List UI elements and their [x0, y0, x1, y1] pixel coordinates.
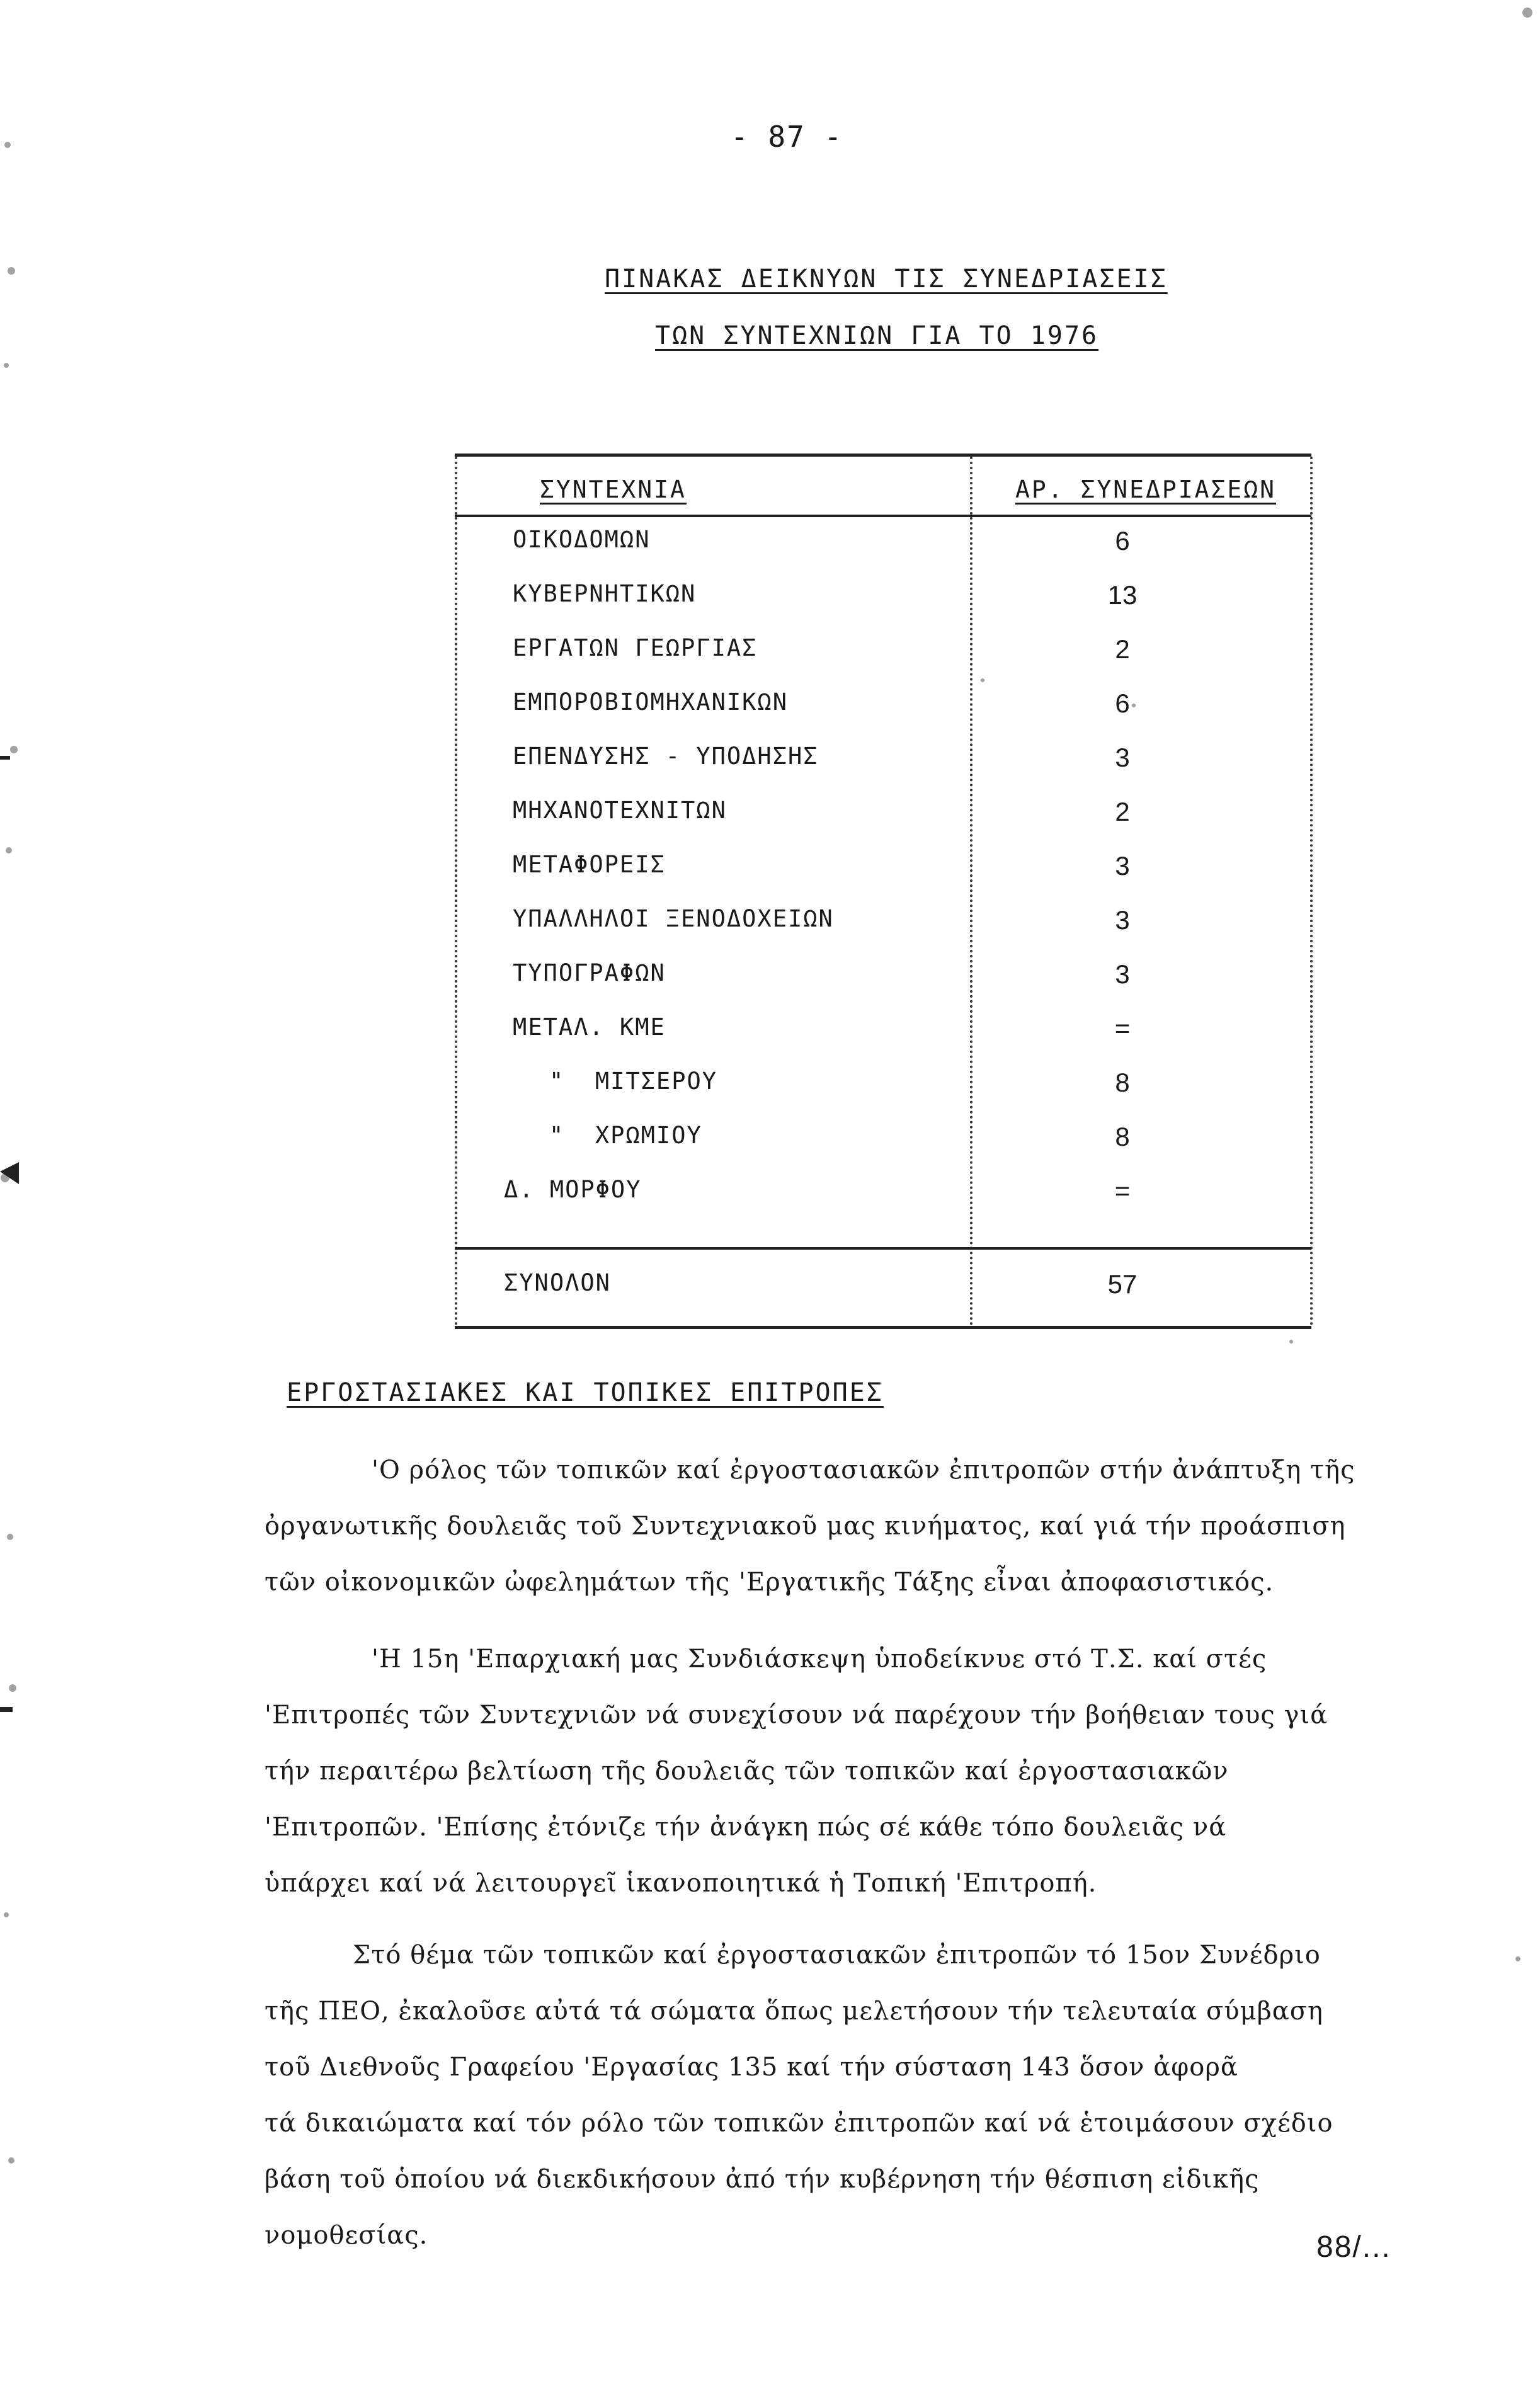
table-row [455, 634, 1311, 688]
paragraph-line: τῶν οἰκονομικῶν ὠφελημάτων τῆς 'Εργατικῆς Τάξης εἶναι ἀποφασιστικός. [265, 1568, 1274, 1597]
paragraph-2 [265, 1631, 1461, 1912]
session-count: 3 [1115, 905, 1130, 935]
table-row [455, 797, 1311, 851]
table-row [455, 851, 1311, 905]
union-name: " ΜΙΤΣΕΡΟΥ [549, 1068, 718, 1095]
union-name: ΥΠΑΛΛΗΛΟΙ ΞΕΝΟΔΟΧΕΙΩΝ [513, 905, 834, 932]
next-page-marker: 88/... [1316, 2230, 1391, 2264]
paragraph-line: βάση τοῦ ὁποίου νά διεκδικήσουν ἀπό τήν κυβέρνηση τήν θέσπιση εἰδικῆς [265, 2165, 1260, 2194]
table-row [455, 526, 1311, 580]
session-count: 8 [1115, 1122, 1130, 1151]
paragraph-line: ὑπάρχει καί νά λειτουργεῖ ἱκανοποιητικά ἡ Τοπική 'Επιτροπή. [265, 1869, 1097, 1898]
page-number: - 87 - [731, 120, 843, 154]
paragraph-line: 'Ο ρόλος τῶν τοπικῶν καί ἐργοστασιακῶν ἐπιτροπῶν στήν ἀνάπτυξη τῆς [372, 1456, 1355, 1485]
union-name: " ΧΡΩΜΙΟΥ [549, 1122, 702, 1149]
table-row [455, 743, 1311, 797]
session-count: = [1114, 1013, 1131, 1043]
paragraph-line: Στό θέμα τῶν τοπικῶν καί ἐργοστασιακῶν ἐπιτροπῶν τό 15ον Συνέδριο [353, 1941, 1321, 1970]
paragraph-line: 'Η 15η 'Επαρχιακή μας Συνδιάσκεψη ὑποδείκνυε στό Τ.Σ. καί στές [372, 1645, 1267, 1674]
table-row [455, 688, 1311, 743]
paragraph-1 [265, 1442, 1461, 1611]
union-name: ΜΗΧΑΝΟΤΕΧΝΙΤΩΝ [513, 797, 727, 824]
table-row [455, 1122, 1311, 1176]
session-count: 6 [1115, 688, 1130, 718]
paragraph-line: ὀργανωτικῆς δουλειᾶς τοῦ Συντεχνιακοῦ μας κινήματος, καί γιά τήν προάσπιση [265, 1512, 1346, 1541]
column-header-sessions: ΑΡ. ΣΥΝΕΔΡΙΑΣΕΩΝ [1015, 476, 1277, 503]
session-count: 8 [1115, 1068, 1130, 1097]
paragraph-line: τήν περαιτέρω βελτίωση τῆς δουλειᾶς τῶν τοπικῶν καί ἐργοστασιακῶν [265, 1757, 1229, 1786]
paragraph-line: τῆς ΠΕΟ, ἐκαλοῦσε αὐτά τά σώματα ὅπως μελετήσουν τήν τελευταία σύμβαση [265, 1997, 1323, 2026]
session-count: 13 [1107, 580, 1138, 610]
session-count: 3 [1115, 743, 1130, 772]
section-heading: ΕΡΓΟΣΤΑΣΙΑΚΕΣ ΚΑΙ ΤΟΠΙΚΕΣ ΕΠΙΤΡΟΠΕΣ [287, 1378, 884, 1407]
union-name: ΜΕΤΑΦΟΡΕΙΣ [513, 851, 666, 878]
total-count: 57 [1107, 1269, 1138, 1299]
union-name: ΜΕΤΑΛ. ΚΜΕ [513, 1013, 666, 1041]
session-count: = [1114, 1176, 1131, 1206]
paragraph-line: τά δικαιώματα καί τόν ρόλο τῶν τοπικῶν ἐπιτροπῶν καί νά ἑτοιμάσουν σχέδιο [265, 2109, 1333, 2138]
paragraph-3 [265, 1927, 1461, 2264]
total-label: ΣΥΝΟΛΟΝ [504, 1269, 611, 1296]
sessions-table [455, 454, 1311, 1329]
table-row [455, 905, 1311, 959]
session-count: 3 [1115, 851, 1130, 881]
union-name: Δ. ΜΟΡΦΟΥ [504, 1176, 642, 1203]
paragraph-line: 'Επιτροπῶν. 'Επίσης ἐτόνιζε τήν ἀνάγκη πώς σέ κάθε τόπο δουλειᾶς νά [265, 1813, 1227, 1842]
union-name: ΤΥΠΟΓΡΑΦΩΝ [513, 959, 666, 986]
table-title-line-2: ΤΩΝ ΣΥΝΤΕΧΝΙΩΝ ΓΙΑ ΤΟ 1976 [655, 321, 1099, 350]
session-count: 6 [1115, 526, 1130, 556]
session-count: 3 [1115, 959, 1130, 989]
column-header-union: ΣΥΝΤΕΧΝΙΑ [540, 476, 687, 503]
table-row [455, 959, 1311, 1013]
table-row [455, 1013, 1311, 1068]
session-count: 2 [1115, 797, 1130, 826]
total-rule [455, 1247, 1311, 1250]
union-name: ΟΙΚΟΔΟΜΩΝ [513, 526, 651, 553]
session-count: 2 [1115, 634, 1130, 664]
union-name: ΚΥΒΕΡΝΗΤΙΚΩΝ [513, 580, 697, 607]
union-name: ΕΜΠΟΡΟΒΙΟΜΗΧΑΝΙΚΩΝ [513, 688, 788, 716]
header-rule [455, 515, 1311, 517]
table-row [455, 580, 1311, 634]
table-title-line-1: ΠΙΝΑΚΑΣ ΔΕΙΚΝΥΩΝ ΤΙΣ ΣΥΝΕΔΡΙΑΣΕΙΣ [605, 265, 1168, 294]
union-name: ΕΡΓΑΤΩΝ ΓΕΩΡΓΙΑΣ [513, 634, 758, 661]
table-row [455, 1176, 1311, 1230]
paragraph-line: τοῦ Διεθνοῦς Γραφείου 'Εργασίας 135 καί τήν σύσταση 143 ὅσον ἀφορᾶ [265, 2053, 1238, 2082]
total-row [455, 1269, 1311, 1323]
paragraph-line: νομοθεσίας. [265, 2221, 428, 2250]
table-row [455, 1068, 1311, 1122]
union-name: ΕΠΕΝΔΥΣΗΣ - ΥΠΟΔΗΣΗΣ [513, 743, 819, 770]
paragraph-line: 'Επιτροπές τῶν Συντεχνιῶν νά συνεχίσουν νά παρέχουν τήν βοήθειαν τους γιά [265, 1701, 1328, 1730]
